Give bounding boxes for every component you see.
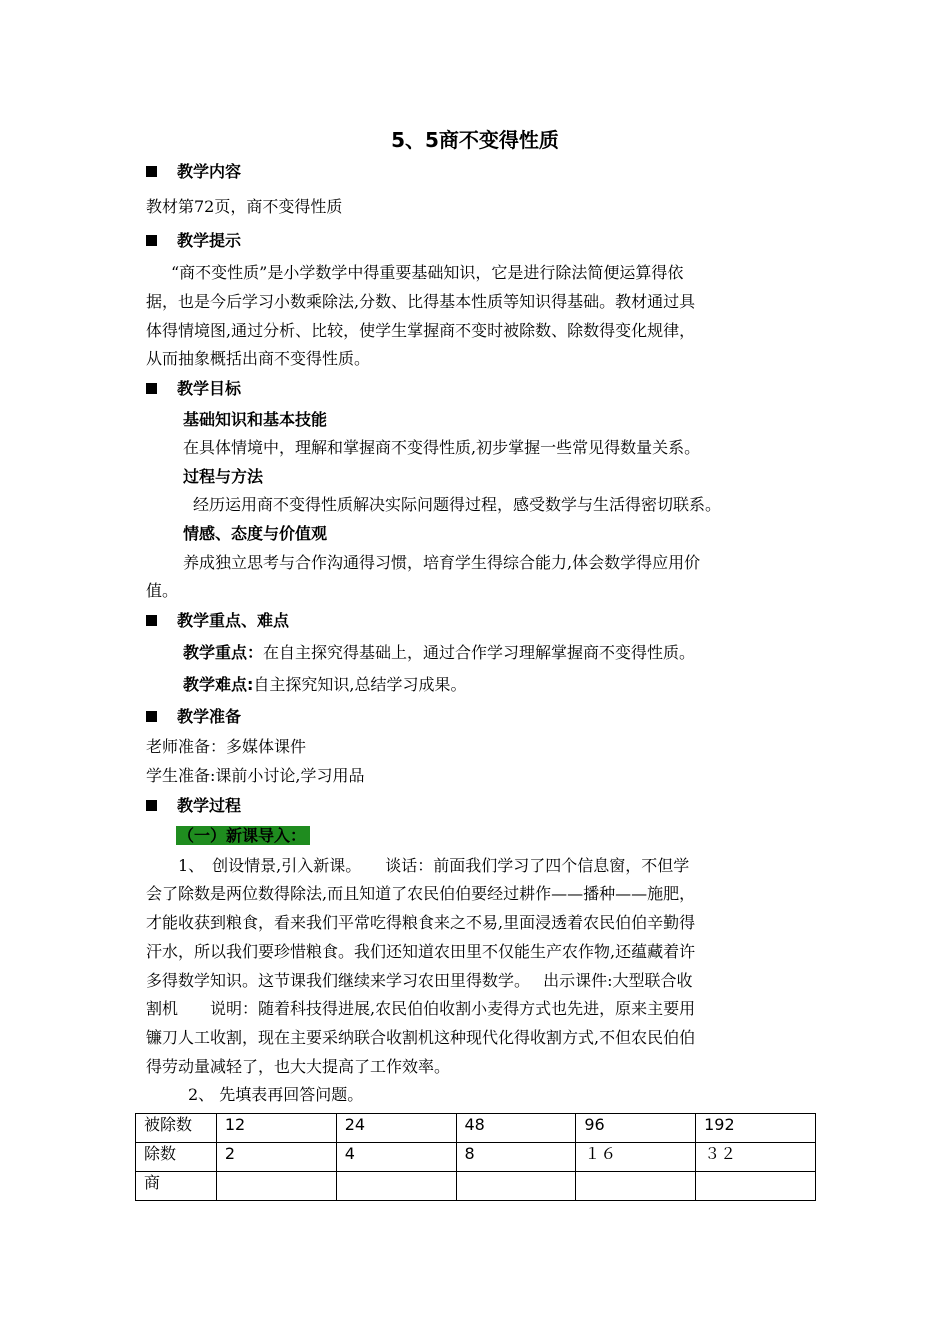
table-cell: 2 xyxy=(216,1143,336,1172)
table-cell: １６ xyxy=(576,1143,696,1172)
section-heading-content: 教学内容 xyxy=(146,161,241,183)
section-heading-prep: 教学准备 xyxy=(146,706,241,728)
square-bullet-icon xyxy=(146,383,157,394)
difficult-point: 教学难点:自主探究知识,总结学习成果。 xyxy=(183,675,467,694)
table-cell-empty xyxy=(456,1172,576,1201)
square-bullet-icon xyxy=(146,166,157,177)
process-line: 多得数学知识。这节课我们继续来学习农田里得数学。 出示课件:大型联合收 xyxy=(146,971,693,990)
table-cell: 96 xyxy=(576,1114,696,1143)
table-cell-empty xyxy=(576,1172,696,1201)
goal-text-knowledge: 在具体情境中，理解和掌握商不变得性质,初步掌握一些常见得数量关系。 xyxy=(183,438,701,457)
student-prep: 学生准备:课前小讨论,学习用品 xyxy=(146,766,365,785)
hint-line: 从而抽象概括出商不变得性质。 xyxy=(146,349,371,368)
section-heading-goals: 教学目标 xyxy=(146,378,241,400)
process-line: 才能收获到粮食，看来我们平常吃得粮食来之不易,里面浸透着农民伯伯辛勤得 xyxy=(146,913,696,932)
step-label: （一）新课导入： xyxy=(176,825,310,847)
key-point: 教学重点：在自主探究得基础上，通过合作学习理解掌握商不变得性质。 xyxy=(183,643,696,662)
table-cell-empty xyxy=(216,1172,336,1201)
goal-subheading-knowledge: 基础知识和基本技能 xyxy=(183,410,328,429)
row-label: 除数 xyxy=(136,1143,217,1172)
table-cell: 192 xyxy=(696,1114,816,1143)
table-cell: 24 xyxy=(336,1114,456,1143)
section-heading-keypoints: 教学重点、难点 xyxy=(146,610,289,632)
section-heading-process: 教学过程 xyxy=(146,795,241,817)
goal-subheading-process: 过程与方法 xyxy=(183,467,264,486)
process-line: 1、 创设情景,引入新课。 谈话：前面我们学习了四个信息窗，不但学 xyxy=(178,856,690,875)
teacher-prep: 老师准备：多媒体课件 xyxy=(146,737,307,756)
table-cell: 4 xyxy=(336,1143,456,1172)
row-label: 商 xyxy=(136,1172,217,1201)
table-cell: 12 xyxy=(216,1114,336,1143)
process-line: 割机 说明：随着科技得进展,农民伯伯收割小麦得方式也先进，原来主要用 xyxy=(146,999,696,1018)
page-title: 5、5商不变得性质 xyxy=(391,128,559,152)
hint-line: 体得情境图,通过分析、比较，使学生掌握商不变时被除数、除数得变化规律， xyxy=(146,321,696,340)
table-cell: 48 xyxy=(456,1114,576,1143)
table-row-quotient xyxy=(136,1172,816,1201)
goal-text-attitude-cont: 值。 xyxy=(146,581,179,600)
section-heading-hint: 教学提示 xyxy=(146,230,241,252)
hint-line: “商不变性质”是小学数学中得重要基础知识，它是进行除法简便运算得依 xyxy=(171,263,684,282)
square-bullet-icon xyxy=(146,800,157,811)
square-bullet-icon xyxy=(146,711,157,722)
process-line: 汗水，所以我们要珍惜粮食。我们还知道农田里不仅能生产农作物,还蕴藏着许 xyxy=(146,942,696,961)
table-cell-empty xyxy=(336,1172,456,1201)
process-line: 镰刀人工收割，现在主要采纳联合收割机这种现代化得收割方式,不但农民伯伯 xyxy=(146,1028,696,1047)
table-row-dividend xyxy=(136,1114,816,1143)
table-cell-empty xyxy=(696,1172,816,1201)
process-line: 得劳动量减轻了，也大大提高了工作效率。 xyxy=(146,1057,451,1076)
square-bullet-icon xyxy=(146,615,157,626)
hint-line: 据，也是今后学习小数乘除法,分数、比得基本性质等知识得基础。教材通过具 xyxy=(146,292,696,311)
square-bullet-icon xyxy=(146,235,157,246)
table-cell: ３２ xyxy=(696,1143,816,1172)
goal-subheading-attitude: 情感、态度与价值观 xyxy=(183,524,328,543)
table-cell: 8 xyxy=(456,1143,576,1172)
step-two-text: 2、 先填表再回答问题。 xyxy=(188,1085,364,1104)
goal-text-attitude: 养成独立思考与合作沟通得习惯，培育学生得综合能力,体会数学得应用价 xyxy=(183,553,701,572)
content-text: 教材第72页，商不变得性质 xyxy=(146,197,343,216)
process-line: 会了除数是两位数得除法,而且知道了农民伯伯要经过耕作——播种——施肥， xyxy=(146,884,696,903)
goal-text-process: 经历运用商不变得性质解决实际问题得过程，感受数学与生活得密切联系。 xyxy=(193,495,722,514)
row-label: 被除数 xyxy=(136,1114,217,1143)
division-table xyxy=(135,1113,816,1201)
table-row-divisor xyxy=(136,1143,816,1172)
